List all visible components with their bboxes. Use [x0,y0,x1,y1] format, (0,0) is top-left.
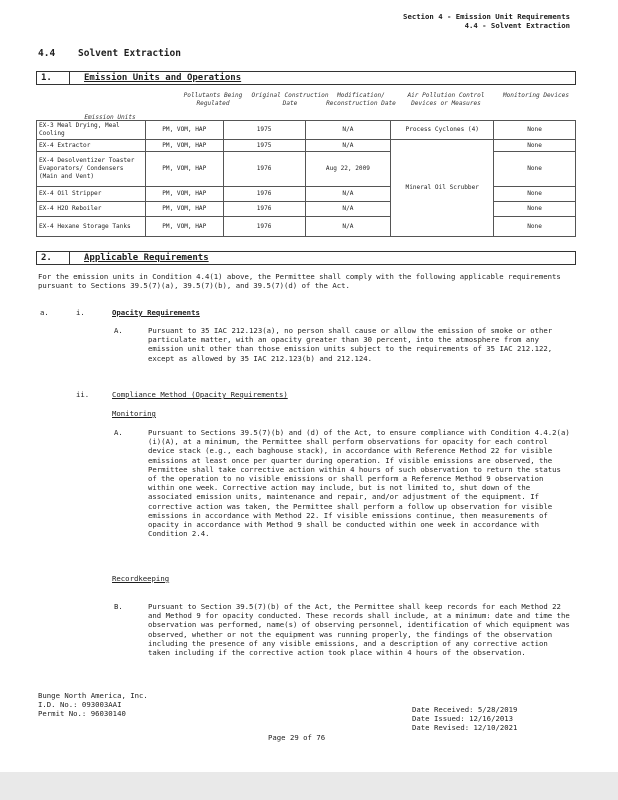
running-header [403,12,570,30]
cell-monitoring: None [494,187,576,202]
box-number: 2. [37,252,70,264]
item-ii-label: ii. [76,390,90,399]
scan-bottom-band [0,772,618,800]
page-number: Page 29 of 76 [268,733,326,742]
cell-unit: EX-4 Oil Stripper [37,187,146,202]
cell-modification: N/A [305,140,391,152]
opacity-requirements-heading: Opacity Requirements [112,308,200,317]
col-header-control-devices: Air Pollution Control Devices or Measures [407,92,485,107]
para-a2-label: A. [114,428,123,437]
cell-construction: 1975 [223,121,305,140]
cell-modification: N/A [305,121,391,140]
cell-pollutants: PM, VOM, HAP [145,152,223,187]
cell-pollutants: PM, VOM, HAP [145,187,223,202]
cell-unit: EX-3 Meal Drying, Meal Cooling [37,121,146,140]
footer-date-revised: Date Revised: 12/10/2021 [412,723,518,733]
cell-construction: 1976 [223,187,305,202]
cell-modification: N/A [305,217,391,237]
table-row [37,152,576,187]
footer-left [38,691,148,719]
col-header-monitoring-devices: Monitoring Devices [502,92,570,99]
opacity-requirement-paragraph: Pursuant to 35 IAC 212.123(a), no person shall cause or allow the emission of smoke or other particulate matter, with an opacity greater than 30 percent, into the atmosphere from any emission unit other than those emission units subject to the requirements of 35 IAC 212.122, except as allowed by 35 IAC 212.123(b) and 212.124. [148,326,553,363]
box-number: 1. [37,72,70,84]
recordkeeping-heading: Recordkeeping [112,574,170,583]
section-heading [38,48,181,59]
header-line-2: 4.4 - Solvent Extraction [464,21,570,30]
cell-modification: Aug 22, 2009 [305,152,391,187]
cell-construction: 1976 [223,217,305,237]
header-line-1: Section 4 - Emission Unit Requirements [403,12,570,21]
recordkeeping-paragraph: Pursuant to Section 39.5(7)(b) of the Act, the Permittee shall keep records for each Method 22 and Method 9 for opacity conducted. These records shall include, at a minimum: date and time the observation was performed, name(s) of observing personnel, identification of which equipment was observed, whether or not the equipment was running properly, the findings of the observation including the presence of any visible emissions, and a description of any corrective action taken including if the corrective action took place within 4 hours of the observation. [148,602,570,658]
cell-unit: EX-4 Hexane Storage Tanks [37,217,146,237]
footer-id-number: I.D. No.: 093003AAI [38,700,122,710]
table-row [37,121,576,140]
footer-date-issued: Date Issued: 12/16/2013 [412,714,514,724]
cell-construction: 1976 [223,202,305,217]
item-i-label: i. [76,308,85,317]
cell-construction: 1976 [223,152,305,187]
cell-modification: N/A [305,202,391,217]
compliance-method-heading: Compliance Method (Opacity Requirements) [112,390,288,399]
footer-right [412,705,517,733]
table-row [37,217,576,237]
box-title: Emission Units and Operations [84,73,242,83]
cell-unit: EX-4 Desolventizer Toaster Evaporators/ Condensers (Main and Vent) [37,152,146,187]
cell-pollutants: PM, VOM, HAP [145,121,223,140]
section-title: Solvent Extraction [78,48,181,59]
col-header-pollutants: Pollutants Being Regulated [183,92,243,107]
para-a1-label: A. [114,326,123,335]
cell-monitoring: None [494,140,576,152]
cell-construction: 1975 [223,140,305,152]
para-b-label: B. [114,602,123,611]
cell-pollutants: PM, VOM, HAP [145,217,223,237]
col-header-modification-date: Modification/ Reconstruction Date [326,92,396,107]
cell-modification: N/A [305,187,391,202]
table-row [37,187,576,202]
col-header-construction-date: Original Construction Date [251,92,329,107]
cell-monitoring: None [494,121,576,140]
box-title: Applicable Requirements [84,253,209,263]
cell-pollutants: PM, VOM, HAP [145,140,223,152]
cell-monitoring: None [494,152,576,187]
footer-date-received: Date Received: 5/28/2019 [412,705,518,714]
cell-unit: EX-4 H2O Reboiler [37,202,146,217]
intro-paragraph: For the emission units in Condition 4.4(1) above, the Permittee shall comply with the following applicable requirements pursuant to Sections 39.5(7)(a), 39.5(7)(b), and 39.5(7)(d) of the Act. [38,272,561,291]
col-header-emission-units: Emission Units [84,114,136,121]
box-heading-applicable-requirements [36,251,576,265]
cell-control-cyclones: Process Cyclones (4) [391,121,494,140]
cell-pollutants: PM, VOM, HAP [145,202,223,217]
table-row [37,202,576,217]
cell-monitoring: None [494,217,576,237]
emission-units-table [36,120,576,237]
footer-permit-number: Permit No.: 96030140 [38,709,126,719]
item-a-label: a. [40,308,49,317]
footer-company: Bunge North America, Inc. [38,691,148,700]
table-row [37,140,576,152]
cell-monitoring: None [494,202,576,217]
monitoring-heading: Monitoring [112,409,156,418]
box-heading-emission-units [36,71,576,85]
cell-unit: EX-4 Extractor [37,140,146,152]
cell-control-scrubber: Mineral Oil Scrubber [391,140,494,237]
section-number: 4.4 [38,48,56,59]
monitoring-paragraph: Pursuant to Sections 39.5(7)(b) and (d) of the Act, to ensure compliance with Condition 4.4.2(a)(i)(A), at a minimum, the Permittee shall perform observations for opacity for each control device stack (e.g., each baghouse stack), in accordance with Reference Method 22 for visible emissions at least once per quarter during operation. If visible emissions are observed, the Permittee shall take corrective action within 4 hours of such observation to return the status of the operation to no visible emissions or shall perform a Reference Method 9 observation within one week. Corrective action may include, but is not limited to, shut down of the associated emission units, maintenance and repair, and/or adjustment of the equipment. If corrective action was taken, the Permittee shall perform a follow up observation for visible emissions in accordance with Method 22. If visible emissions continue, then measurements of opacity in accordance with Method 9 shall be conducted within one week in accordance with Condition 2.4. [148,428,570,539]
